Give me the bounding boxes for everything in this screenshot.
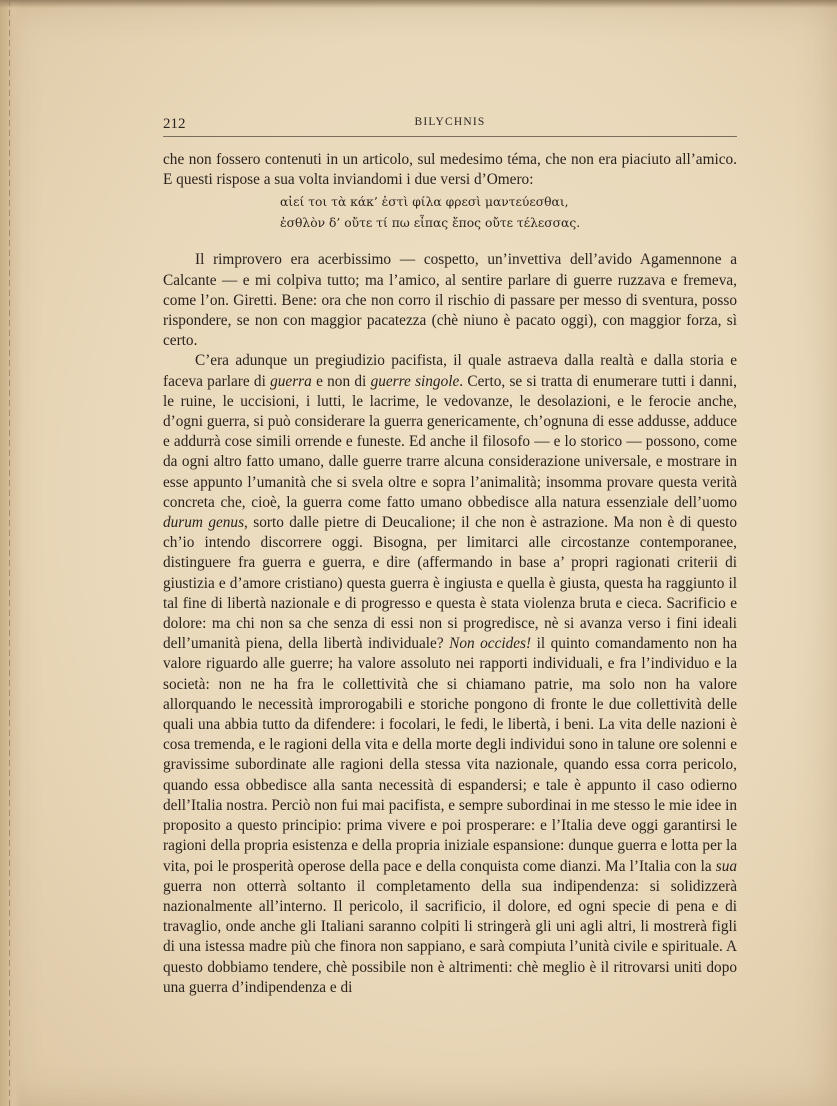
homer-quotation xyxy=(280,192,737,234)
text-run: . Certo, se si tratta di enumerare tutti i danni, le ruine, le uccisioni, i lutti, le lacrime, le vedovanze, le desolazioni, e le ferocie anche, d’ogni guerra, si può considerare la guerra genericamente, ch’ognuna di esse addusse, adduce e addurrà cose simili orrende e funeste. Ed anche il filosofo — e lo storico — possono, come da ogni altro fatto umano, dalle guerre trarre alcuna considerazione universale, e mostrare in esse appunto l’umanità che si svela oltre e sopra l’animalità; insomma provare questa verità concreta che, cioè, la guerra come fatto umano obbedisce alla natura essenziale dell’uomo xyxy=(163,372,737,511)
page-binding-edge xyxy=(0,0,22,1106)
text-run: e non di xyxy=(311,372,371,390)
italic-non-occides: Non occides! xyxy=(449,635,532,653)
running-head: BILYCHNIS xyxy=(414,116,486,128)
text-run: guerra non otterrà soltanto il completamento della sua indipendenza: si solidizzerà nazionalmente all’interno. Il pericolo, il sacrificio, il dolore, ed ogni specie di pena e di travaglio, onde anche gli Italiani saranno colpiti li stringerà gli uni agli altri, li mostrerà figli di una istessa madre più che finora non sappiano, e sarà compiuta l’unità civile e spirituale. A questo dobbiamo tendere, chè possibile non è altrimenti: chè meglio è il ritrovarsi uniti dopo una guerra d’indipendenza e di xyxy=(163,877,737,996)
paragraph-continuation: che non fossero contenuti in un articolo, sul medesimo téma, che non era piaciuto all’amico. E questi rispose a sua volta inviandomi i due versi d’Omero: xyxy=(163,151,737,189)
text-run: C’era adunque un pregiudizio pacifista, il quale astraeva dalla realtà e dalla storia e faceva parlare di xyxy=(163,352,737,390)
italic-sua: sua xyxy=(715,857,737,875)
italic-guerre-singole: guerre singole xyxy=(370,372,460,390)
italic-guerra: guerra xyxy=(270,372,312,390)
article-body xyxy=(163,150,737,998)
paragraph-pacifist-prejudice xyxy=(163,351,737,998)
italic-durum-genus: durum genus xyxy=(163,514,245,532)
page-header xyxy=(163,116,737,140)
page-top-edge xyxy=(0,0,837,8)
page-number: 212 xyxy=(163,116,186,132)
text-run: il quinto comandamento non ha valore riguardo alle guerre; ha valore assoluto nei rapporti individuali, e fra l’individuo e la società: non ne ha fra le collettività che si chiamano patrie, ma solo non ha valore allorquando le necessità improrogabili e storiche pongono di fronte le due collettività delle quali una abbia tutto da difendere: i focolari, le fedi, le libertà, i beni. La vita delle nazioni è cosa tremenda, e le ragioni della vita e della morte degli individui sono in talune ore solenni e gravissime subordinate alle ragioni della stessa vita nazionale, quando essa corra pericolo, quando essa obbedisce alla santa necessità di espandersi; e tale è appunto il caso odierno dell’Italia nostra. Perciò non fui mai pacifista, e sempre subordinai in me stesso le mie idee in proposito a questo principio: prima vivere e poi prosperare: e l’Italia deve oggi garantirsi le ragioni della propria esistenza e della propria iniziale espansione: dunque guerra e lotta per la vita, poi le prosperità operose della pace e della conquista come dianzi. Ma l’Italia con la xyxy=(163,635,737,875)
text-run: , sorto dalle pietre di Deucalione; il che non è astrazione. Ma non è di questo ch’io intendo discorrere oggi. Bisogna, per limitarci alle circostanze contemporanee, distinguere fra guerra e guerra, e dire (affermando in base a’ propri ragionati criterii di giustizia e d’amore cristiano) questa guerra è ingiusta e quella è giusta, questa ha raggiunto il tal fine di libertà nazionale e di progresso e questa è stata violenza bruta e cieca. Sacrificio e dolore: ma chi non sa che senza di essi non si progredisce, nè si avanza verso i fini ideali dell’umanità piena, della libertà individuale? xyxy=(163,514,737,653)
header-rule xyxy=(163,136,737,137)
paragraph-rebuke: Il rimprovero era acerbissimo — cospetto, un’invettiva dell’avido Agamennone a Calcante — e mi colpiva tutto; ma l’amico, al sentire parlare di guerre ruzzava e fremeva, come l’on. Giretti. Bene: ora che non corro il rischio di passare per messo di sventura, posso rispondere, se non con maggior pacatezza (chè niuno è pacato oggi), con maggior forza, sì certo. xyxy=(163,251,737,350)
verse-line-2: ἐσθλὸν δ’ οὔτε τί πω εἶπας ἔπος οὔτε τέλεσσας. xyxy=(280,216,581,231)
verse-line-1: αἰεί τοι τὰ κάκ’ ἐστὶ φίλα φρεσὶ μαντεύεσθαι, xyxy=(280,195,569,210)
